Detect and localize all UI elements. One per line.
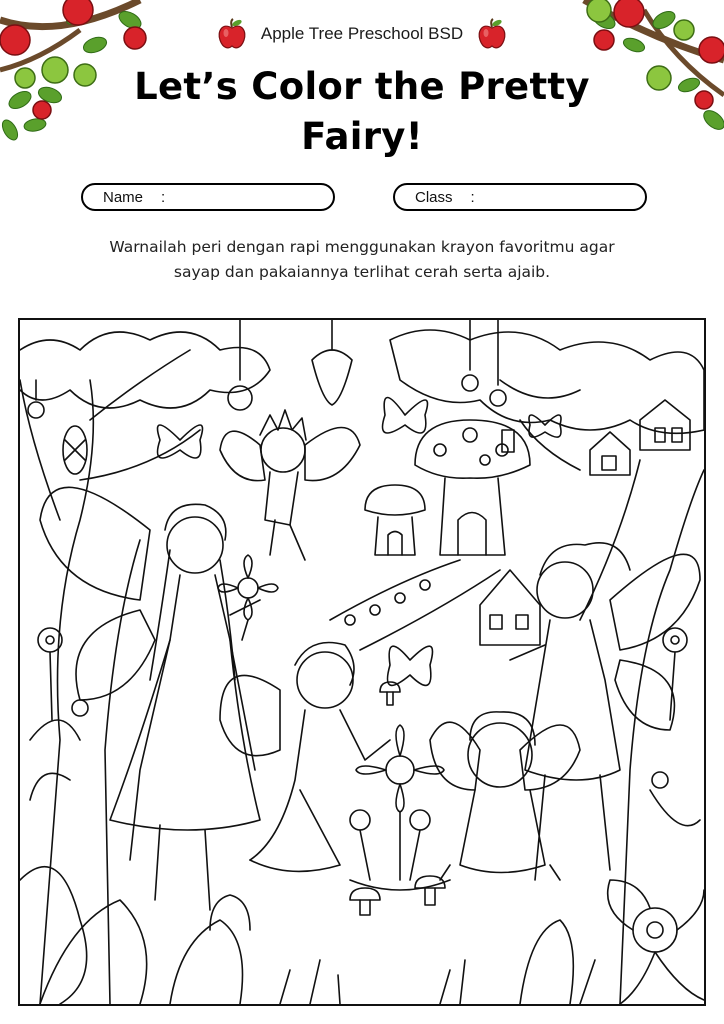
tree-house bbox=[590, 400, 690, 475]
mushroom-house bbox=[365, 420, 530, 555]
name-colon: : bbox=[161, 188, 166, 206]
apple-icon bbox=[217, 18, 247, 50]
class-colon: : bbox=[470, 188, 475, 206]
class-field[interactable] bbox=[393, 183, 647, 211]
cottage bbox=[480, 570, 540, 645]
school-header bbox=[0, 16, 724, 52]
child-fairy bbox=[430, 712, 580, 880]
instructions-line-2: sayap dan pakaiannya terlihat cerah serta ajaib. bbox=[173, 263, 551, 281]
school-name: Apple Tree Preschool BSD bbox=[260, 24, 464, 43]
coloring-illustration bbox=[18, 318, 706, 1006]
apple-icon bbox=[477, 18, 507, 50]
name-label: Name bbox=[103, 188, 144, 206]
title-line-1: Let’s Color the Pretty bbox=[134, 65, 590, 108]
hanging-lanterns bbox=[28, 320, 506, 418]
kneeling-fairy bbox=[220, 643, 390, 872]
name-field[interactable] bbox=[81, 183, 335, 211]
tall-fairy bbox=[40, 487, 260, 910]
title-line-2: Fairy! bbox=[301, 115, 423, 158]
garden-path bbox=[330, 560, 500, 650]
class-label: Class bbox=[415, 188, 453, 206]
bottom-foliage bbox=[20, 867, 704, 1004]
tree-right bbox=[390, 330, 704, 1004]
flying-fairy bbox=[220, 410, 360, 560]
small-mushrooms bbox=[350, 682, 445, 915]
instructions-text bbox=[60, 235, 664, 285]
right-flowers bbox=[650, 628, 700, 826]
page-title bbox=[0, 62, 724, 162]
center-flowers bbox=[350, 725, 450, 890]
instructions-line-1: Warnailah peri dengan rapi menggunakan krayon favoritmu agar bbox=[109, 238, 615, 256]
